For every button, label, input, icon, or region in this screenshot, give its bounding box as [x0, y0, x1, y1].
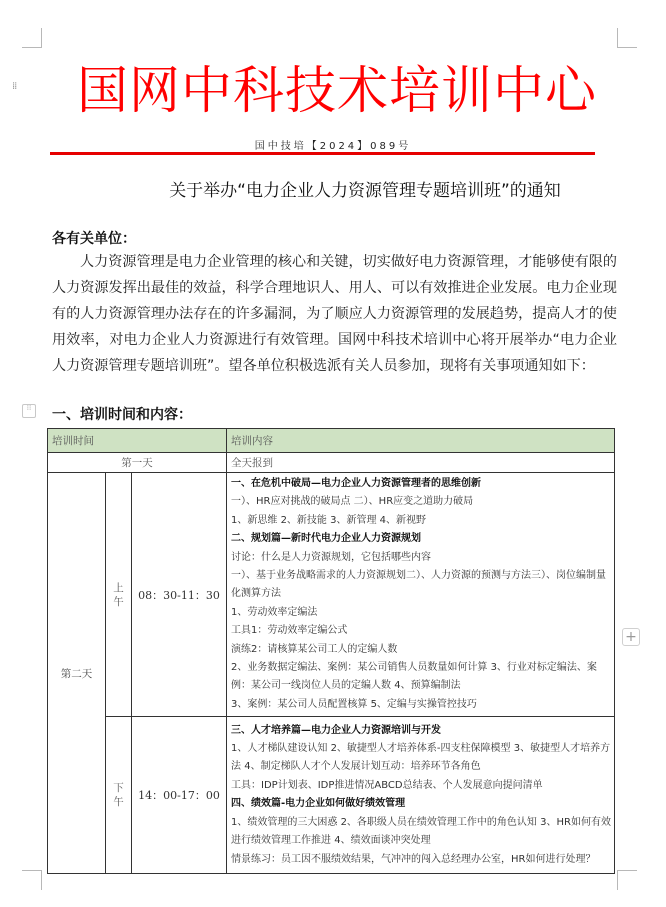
content-topic-heading: 四、绩效篇-电力企业如何做好绩效管理: [231, 798, 406, 810]
page-corner-top-left: [22, 28, 42, 48]
period-morning: [106, 473, 132, 717]
table-row-day2-morning: [48, 473, 615, 717]
time-afternoon: 14：00-17：00: [132, 717, 227, 874]
content-afternoon: [227, 717, 615, 874]
content-line: 1、绩效管理的三大困惑 2、各职级人员在绩效管理工作中的角色认知 3、HR如何有效进行绩效管理工作推进 4、绩效面谈冲突处理: [231, 816, 611, 847]
content-topic-heading: 三、人才培养篇—电力企业人力资源培训与开发: [231, 724, 442, 736]
header-training-time: 培训时间: [48, 429, 227, 453]
period-char: 午: [113, 796, 124, 809]
content-line: 1、新思维 2、新技能 3、新管理 4、新视野: [231, 514, 427, 526]
header-training-content: 培训内容: [227, 429, 615, 453]
page-corner-bottom-right: [617, 870, 637, 890]
content-line: 一）、基于业务战略需求的人力资源规划二）、人力资源的预测与方法三）、岗位编制量化测算方法: [231, 570, 607, 600]
period-afternoon: [106, 717, 132, 874]
table-header-row: [48, 429, 615, 453]
period-char: 下: [113, 782, 124, 795]
table-row-day2-afternoon: [48, 717, 615, 874]
content-line: 工具1：劳动效率定编公式: [231, 625, 348, 637]
table-row-day1: [48, 453, 615, 473]
page-corner-bottom-left: [22, 870, 42, 890]
time-morning: 08：30-11：30: [132, 473, 227, 717]
period-char: 午: [113, 595, 124, 608]
salutation: 各有关单位：: [52, 231, 136, 247]
plus-icon[interactable]: +: [622, 628, 640, 646]
content-line: 3、案例：某公司人员配置核算 5、定编与实操管控技巧: [231, 698, 477, 710]
content-line: 工具：IDP计划表、IDP推进情况ABCD总结表、个人发展意向提问清单: [231, 779, 543, 791]
period-char: 上: [113, 581, 124, 594]
content-topic-heading: 二、规划篇—新时代电力企业人力资源规划: [231, 533, 422, 545]
content-line: 1、劳动效率定编法: [231, 606, 318, 618]
red-divider: [50, 152, 595, 155]
day1-label: 第一天: [48, 453, 227, 473]
day1-content: 全天报到: [227, 453, 615, 473]
day2-label: 第二天: [48, 473, 106, 874]
table-move-icon[interactable]: ⁞⁞: [22, 404, 36, 418]
document-number: 国中技培【2024】089号: [254, 141, 412, 152]
body-paragraph: 人力资源管理是电力企业管理的核心和关键，切实做好电力资源管理，才能够使有限的人力资源发挥出最佳的效益，科学合理地识人、用人、可以有效推进企业发展。电力企业现有的人力资源管理办法存在的许多漏洞，为了顺应人力资源管理的发展趋势，提高人才的使用效率，对电力企业人力资源进行有效管理。国网中科技术培训中心将开展举办“电力企业人力资源管理专题培训班”。望各单位积极选派有关人员参加，现将有关事项通知如下：: [52, 254, 617, 374]
content-morning: [227, 473, 615, 717]
content-line: 讨论：什么是人力资源规划，它包括哪些内容: [231, 551, 432, 563]
content-line: 一）、HR应对挑战的破局点 二）、HR应变之道助力破局: [231, 496, 474, 508]
schedule-table: [47, 428, 615, 874]
drag-handle-icon[interactable]: ⁞⁞: [12, 81, 17, 92]
section-heading: 一、培训时间和内容：: [52, 407, 192, 423]
content-topic-heading: 一、在危机中破局—电力企业人力资源管理者的思维创新: [231, 478, 482, 489]
content-line: 2、业务数据定编法、案例：某公司销售人员数量如何计算 3、行业对标定编法、案例：某公司一线岗位人员的定编人数 4、预算编制法: [231, 662, 597, 692]
content-line: 1、人才梯队建设认知 2、敏捷型人才培养体系-四支柱保障模型 3、敏捷型人才培养方法 4、制定梯队人才个人发展计划互动：培养环节各角色: [231, 743, 611, 773]
notice-title: 关于举办“电力企业人力资源管理专题培训班”的通知: [169, 181, 561, 201]
masthead-title: 国网中科技术培训中心: [76, 62, 597, 121]
content-line: 情景练习：员工因不服绩效结果，气冲冲的闯入总经理办公室，HR如何进行处理？: [231, 853, 596, 865]
content-line: 演练2：请核算某公司工人的定编人数: [231, 643, 398, 655]
page-corner-top-right: [617, 28, 637, 48]
